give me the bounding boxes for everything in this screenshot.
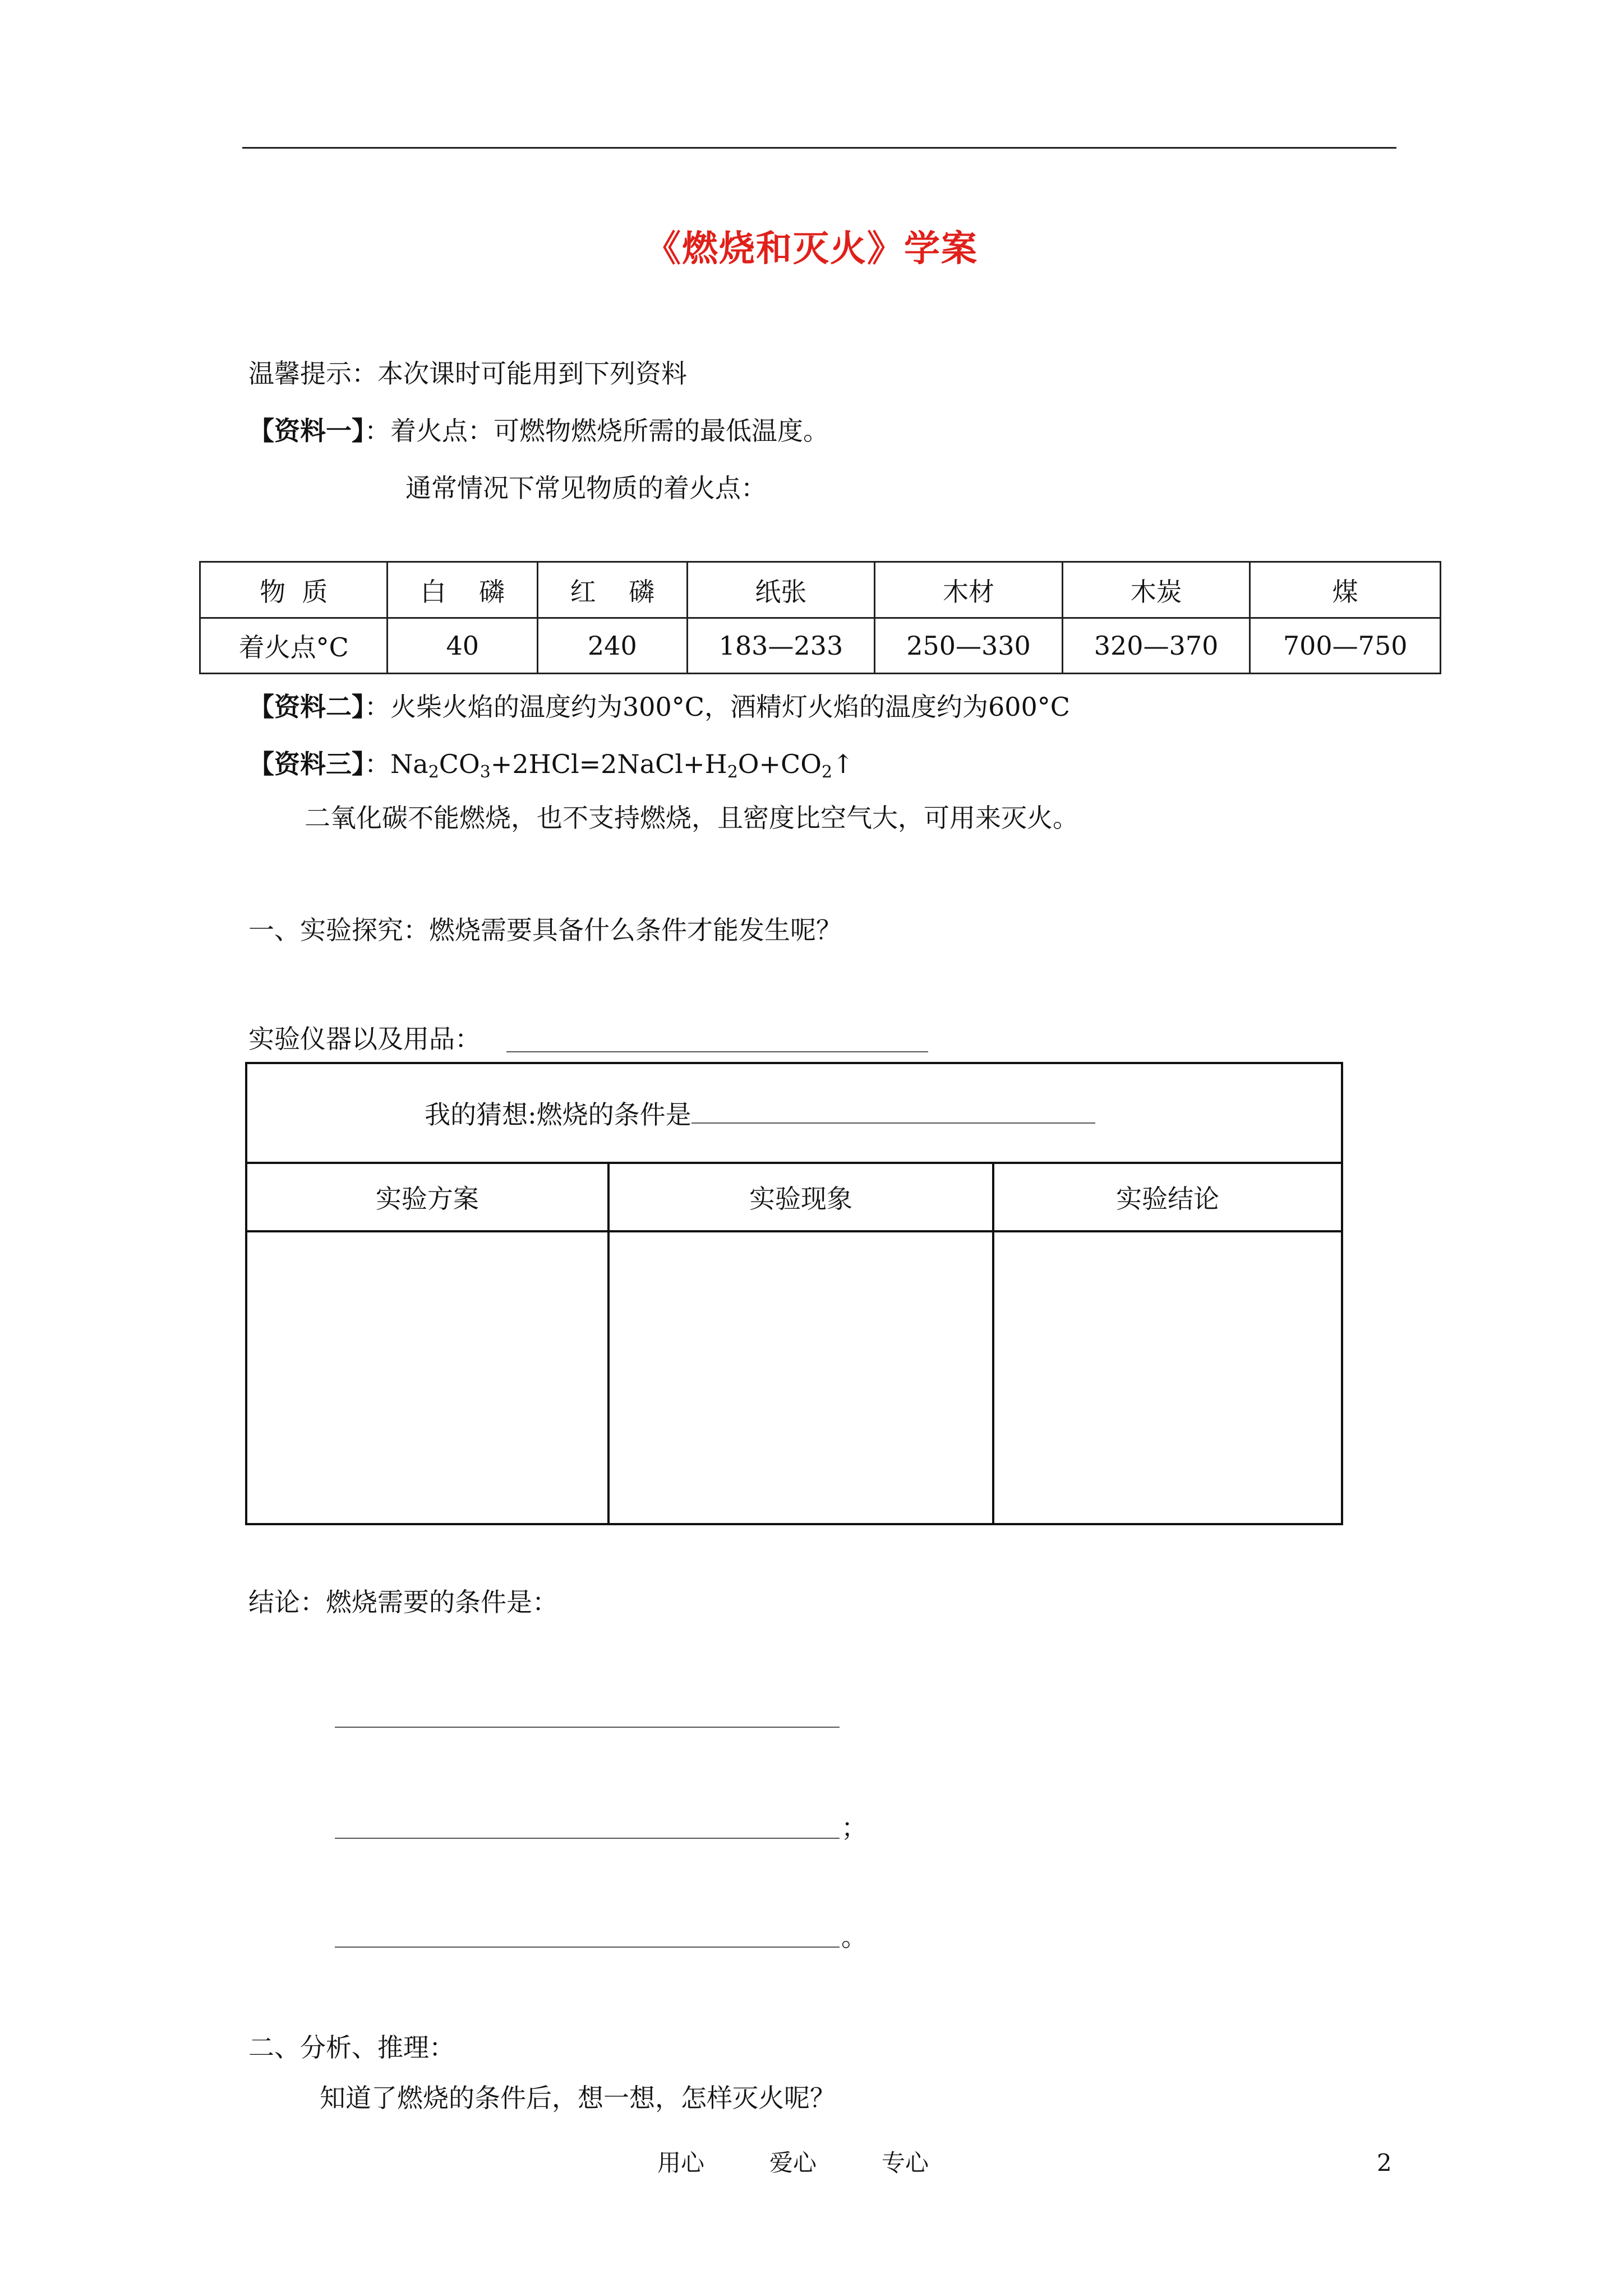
section2-question: 知道了燃烧的条件后，想一想，怎样灭火呢？ xyxy=(320,2083,836,2113)
blank-suffix: 。 xyxy=(841,1922,867,1952)
chemical-equation: $Na_2CO_3+2HCl=2NaCl+H_2O+CO_2↑$ xyxy=(390,749,854,782)
footer-motto-2: 爱心 xyxy=(769,2149,817,2177)
table-cell: 250—330 xyxy=(875,618,1063,674)
experiment-table xyxy=(245,1062,1343,1525)
ignition-point-table xyxy=(199,561,1441,674)
answer-cell-phenomenon[interactable] xyxy=(608,1231,994,1524)
material2-text: ：火柴火焰的温度约为300°C，酒精灯火焰的温度约为600°C xyxy=(365,692,1070,722)
table-cell: 240 xyxy=(538,618,688,674)
answer-cell-plan[interactable] xyxy=(246,1231,608,1524)
table-cell: 320—370 xyxy=(1062,618,1250,674)
table-cell: 700—750 xyxy=(1250,618,1441,674)
column-header-conclusion: 实验结论 xyxy=(993,1163,1342,1231)
section2-heading: 二、分析、推理： xyxy=(248,2032,455,2063)
material2-label: 【资料二】 xyxy=(248,692,365,722)
experiment-answer-row xyxy=(246,1231,1342,1524)
conclusion-blank-1[interactable] xyxy=(335,1727,840,1728)
column-header-plan: 实验方案 xyxy=(246,1163,608,1231)
equipment-blank-line[interactable] xyxy=(506,1051,928,1052)
hint-text: 温馨提示：本次课时可能用到下列资料 xyxy=(248,358,687,389)
page-number: 2 xyxy=(1377,2149,1392,2177)
material3-note: 二氧化碳不能燃烧，也不支持燃烧，且密度比空气大，可用来灭火。 xyxy=(305,803,1078,833)
footer-motto-3: 专心 xyxy=(882,2149,929,2177)
guess-row xyxy=(246,1063,1342,1163)
blank-suffix: ； xyxy=(841,1812,867,1843)
page-title: 《燃烧和灭火》学案 xyxy=(645,228,978,270)
equipment-label: 实验仪器以及用品： xyxy=(248,1024,481,1054)
conclusion-blank-2[interactable] xyxy=(335,1838,840,1839)
experiment-header-row xyxy=(246,1163,1342,1231)
table-header-cell: 白 磷 xyxy=(388,562,538,618)
table-cell: 40 xyxy=(388,618,538,674)
table-header-cell: 物 质 xyxy=(200,562,388,618)
answer-cell-conclusion[interactable] xyxy=(993,1231,1342,1524)
material3-line: 【资料三】：$Na_2CO_3+2HCl=2NaCl+H_2O+CO_2↑$ xyxy=(248,749,854,782)
table-header-cell: 木炭 xyxy=(1062,562,1250,618)
table-cell: 183—233 xyxy=(687,618,875,674)
table-header-cell: 煤 xyxy=(1250,562,1441,618)
header-rule xyxy=(242,147,1396,149)
section1-heading: 一、实验探究：燃烧需要具备什么条件才能发生呢？ xyxy=(248,915,842,945)
material2-line xyxy=(248,694,1070,720)
column-header-phenomenon: 实验现象 xyxy=(608,1163,994,1231)
guess-label: 我的猜想:燃烧的条件是 xyxy=(425,1099,691,1130)
table-header-cell: 纸张 xyxy=(687,562,875,618)
guess-blank-line[interactable] xyxy=(691,1100,1095,1124)
footer-motto-1: 用心 xyxy=(657,2149,705,2177)
conclusion-label: 结论：燃烧需要的条件是： xyxy=(248,1587,558,1617)
table-cell: 着火点°C xyxy=(200,618,388,674)
guess-line xyxy=(425,1099,1095,1130)
ignition-table-header-row xyxy=(200,562,1441,618)
table-header-cell: 红 磷 xyxy=(538,562,688,618)
material1-subtext: 通常情况下常见物质的着火点： xyxy=(405,473,767,503)
ignition-table-value-row xyxy=(200,618,1441,674)
material1-line xyxy=(248,418,829,444)
material1-label: 【资料一】 xyxy=(248,416,365,446)
material3-label: 【资料三】 xyxy=(248,749,365,779)
material1-text: ：着火点：可燃物燃烧所需的最低温度。 xyxy=(365,416,829,446)
conclusion-blank-3[interactable] xyxy=(335,1947,840,1948)
table-header-cell: 木材 xyxy=(875,562,1063,618)
